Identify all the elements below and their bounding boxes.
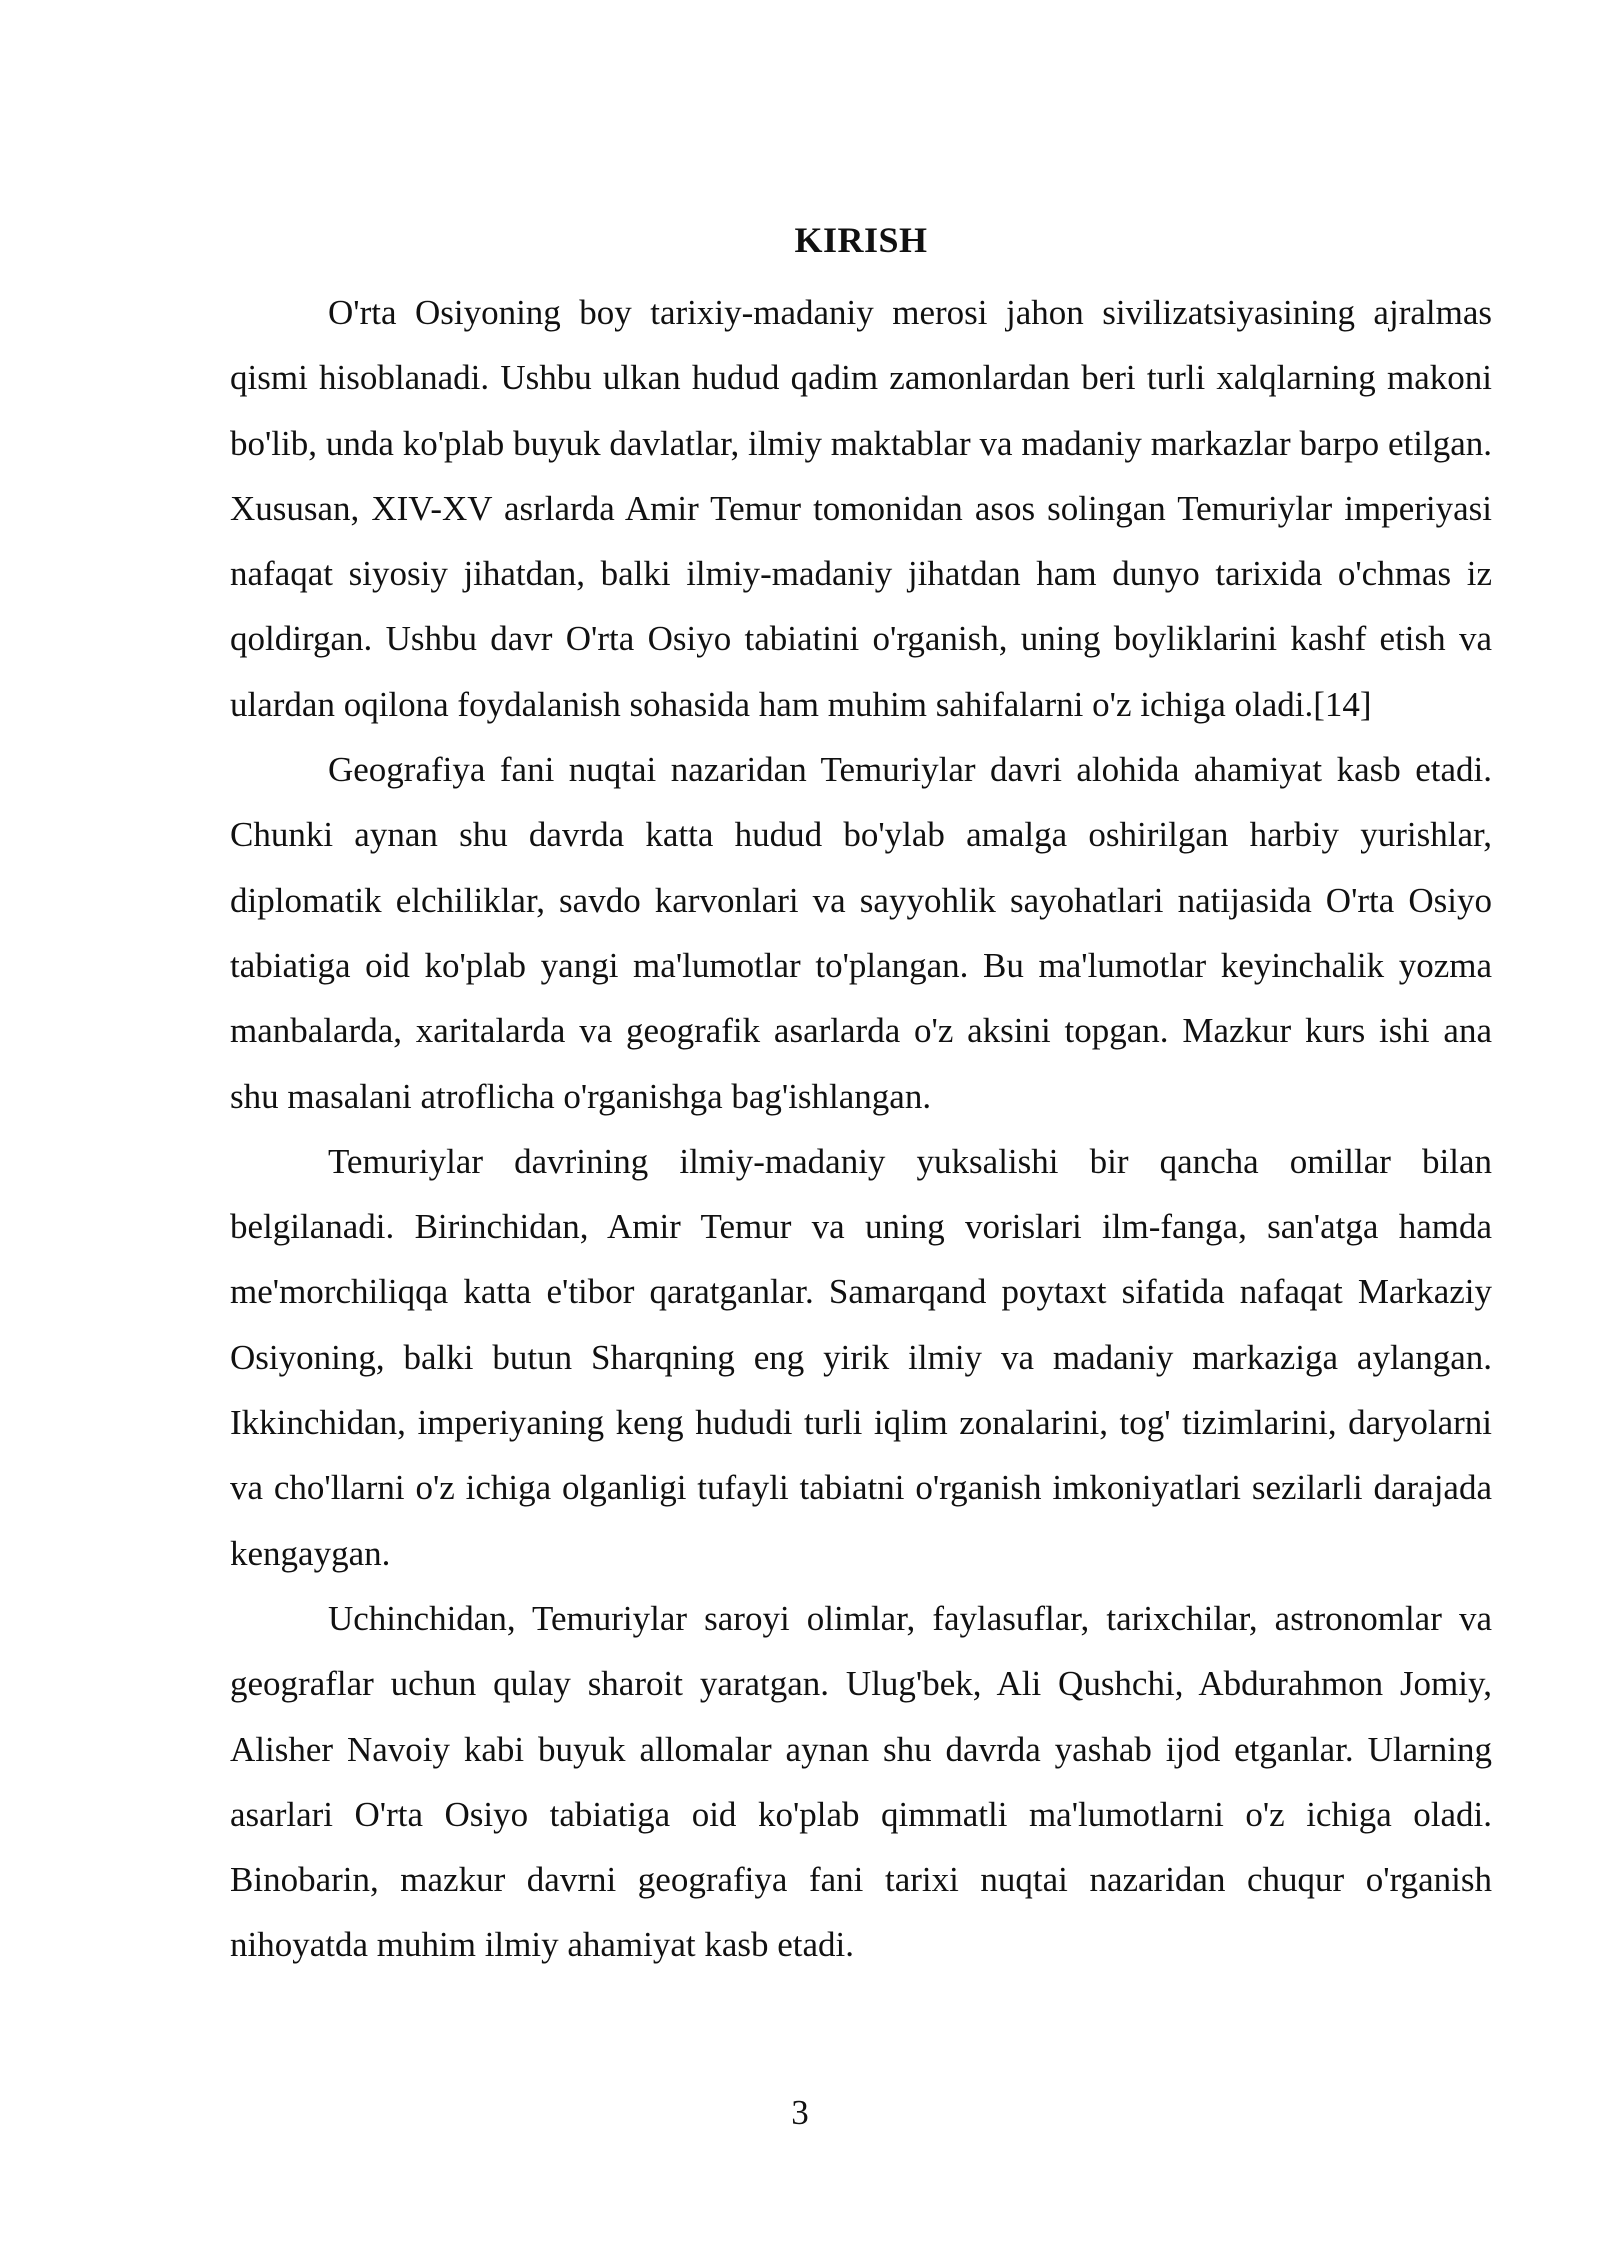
section-heading: KIRISH (794, 220, 928, 260)
paragraph-3: Temuriylar davrining ilmiy-madaniy yuksalishi bir qancha omillar bilan belgilanadi. Birinchidan, Amir Temur va uning vorislari ilm-fanga, san'atga hamda me'morchiliqqa katta e'tibor qaratganlar. Samarqand poytaxt sifatida nafaqat Markaziy Osiyoning, balki butun Sharqning eng yirik ilmiy va madaniy markaziga aylangan. Ikkinchidan, imperiyaning keng hududi turli iqlim zonalarini, tog' tizimlarini, daryolarni va cho'llarni o'z ichiga olganligi tufayli tabiatni o'rganish imkoniyatlari sezilarli darajada kengaygan. (230, 1141, 1492, 1573)
page-body (230, 210, 1492, 1978)
page-number: 3 (791, 2093, 809, 2132)
paragraph-4: Uchinchidan, Temuriylar saroyi olimlar, faylasuflar, tarixchilar, astronomlar va geograflar uchun qulay sharoit yaratgan. Ulug'bek, Ali Qushchi, Abdurahmon Jomiy, Alisher Navoiy kabi buyuk allomalar aynan shu davrda yashab ijod etganlar. Ularning asarlari O'rta Osiyo tabiatiga oid ko'plab qimmatli ma'lumotlarni o'z ichiga oladi. Binobarin, mazkur davrni geografiya fani tarixi nuqtai nazaridan chuqur o'rganish nihoyatda muhim ilmiy ahamiyat kasb etadi. (230, 1598, 1492, 1965)
paragraph-1: O'rta Osiyoning boy tarixiy-madaniy merosi jahon sivilizatsiyasining ajralmas qismi hisoblanadi. Ushbu ulkan hudud qadim zamonlardan beri turli xalqlarning makoni bo'lib, unda ko'plab buyuk davlatlar, ilmiy maktablar va madaniy markazlar barpo etilgan. Xususan, XIV-XV asrlarda Amir Temur tomonidan asos solingan Temuriylar imperiyasi nafaqat siyosiy jihatdan, balki ilmiy-madaniy jihatdan ham dunyo tarixida o'chmas iz qoldirgan. Ushbu davr O'rta Osiyo tabiatini o'rganish, uning boyliklarini kashf etish va ulardan oqilona foydalanish sohasida ham muhim sahifalarni o'z ichiga oladi.[14] (230, 293, 1492, 724)
paragraph-2: Geografiya fani nuqtai nazaridan Temuriylar davri alohida ahamiyat kasb etadi. Chunki aynan shu davrda katta hudud bo'ylab amalga oshirilgan harbiy yurishlar, diplomatik elchiliklar, savdo karvonlari va sayyohlik sayohatlari natijasida O'rta Osiyo tabiatiga oid ko'plab yangi ma'lumotlar to'plangan. Bu ma'lumotlar keyinchalik yozma manbalarda, xaritalarda va geografik asarlarda o'z aksini topgan. Mazkur kurs ishi ana shu masalani atroflicha o'rganishga bag'ishlangan. (230, 750, 1492, 1116)
